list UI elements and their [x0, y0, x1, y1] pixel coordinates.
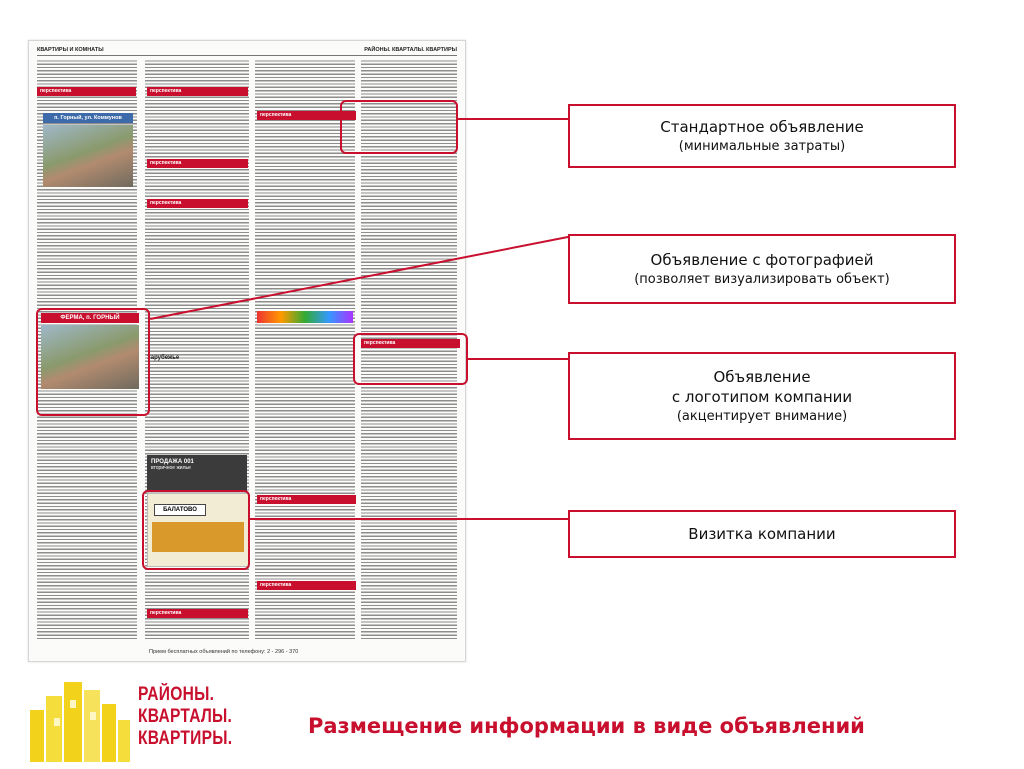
perspektiva-banner-2: перспектива — [147, 87, 248, 96]
perspektiva-banner-8: перспектива — [257, 581, 356, 590]
perspektiva-banner-logo-ad: перспектива — [361, 339, 460, 348]
perspektiva-banner-4: перспектива — [147, 199, 248, 208]
promo-subtitle: вторичное жилье — [151, 465, 191, 471]
newspaper-header-right: РАЙОНЫ. КВАРТАЛЫ. КВАРТИРЫ — [364, 47, 457, 53]
brand-line-3: КВАРТИРЫ. — [138, 728, 233, 749]
highlight-logo-ad — [353, 333, 468, 385]
buildings-logo-icon — [26, 676, 134, 764]
promo-title: ПРОДАЖА 001 — [151, 459, 194, 465]
brand-line-2: КВАРТАЛЫ. — [138, 706, 233, 727]
photo-ad-title: ФЕРМА, п. ГОРНЫЙ — [41, 313, 139, 323]
connector-logo — [468, 358, 568, 360]
newspaper-header — [37, 45, 457, 56]
highlight-business-card — [142, 490, 250, 570]
highlight-photo-ad — [36, 308, 150, 416]
callout-photo-note: (позволяет визуализировать объект) — [634, 271, 890, 287]
callout-photo-title: Объявление с фотографией — [650, 250, 874, 269]
photo-ad-street-label: п. Горный, ул. Коммунов — [43, 113, 133, 123]
newspaper-footer: Прием бесплатных объявлений по телефону: 2 - 296 - 370 — [149, 649, 299, 655]
callout-logo-subtitle: с логотипом компании — [671, 387, 853, 406]
slide-title: Размещение информации в виде объявлений — [308, 714, 865, 738]
perspektiva-banner: перспектива — [37, 87, 136, 96]
brand-logo — [26, 676, 256, 764]
callout-standard-note: (минимальные затраты) — [678, 138, 846, 154]
callout-logo-title: Объявление — [713, 367, 811, 386]
callout-card-title: Визитка компании — [688, 525, 836, 543]
newspaper-section-label: Зарубежье — [147, 355, 180, 361]
perspektiva-banner-6: перспектива — [257, 111, 356, 120]
perspektiva-banner-3: перспектива — [147, 159, 248, 168]
color-banner — [257, 311, 353, 323]
promo-block — [147, 455, 247, 491]
photo-ad-image-top — [43, 125, 133, 187]
connector-standard — [458, 118, 568, 120]
connector-card — [250, 518, 568, 520]
callout-photo-ad — [568, 234, 956, 304]
perspektiva-banner-5: перспектива — [147, 609, 248, 618]
perspektiva-banner-7: перспектива — [257, 495, 356, 504]
callout-logo-note: (акцентирует внимание) — [676, 408, 848, 424]
callout-business-card — [568, 510, 956, 558]
callout-standard-ad — [568, 104, 956, 168]
business-card-company: БАЛАТОВО — [154, 504, 206, 516]
newspaper-header-left: КВАРТИРЫ И КОМНАТЫ — [37, 47, 104, 53]
brand-line-1: РАЙОНЫ. — [138, 684, 215, 705]
highlight-standard-ad — [340, 100, 458, 154]
callout-logo-ad — [568, 352, 956, 440]
callout-standard-title: Стандартное объявление — [660, 117, 864, 136]
